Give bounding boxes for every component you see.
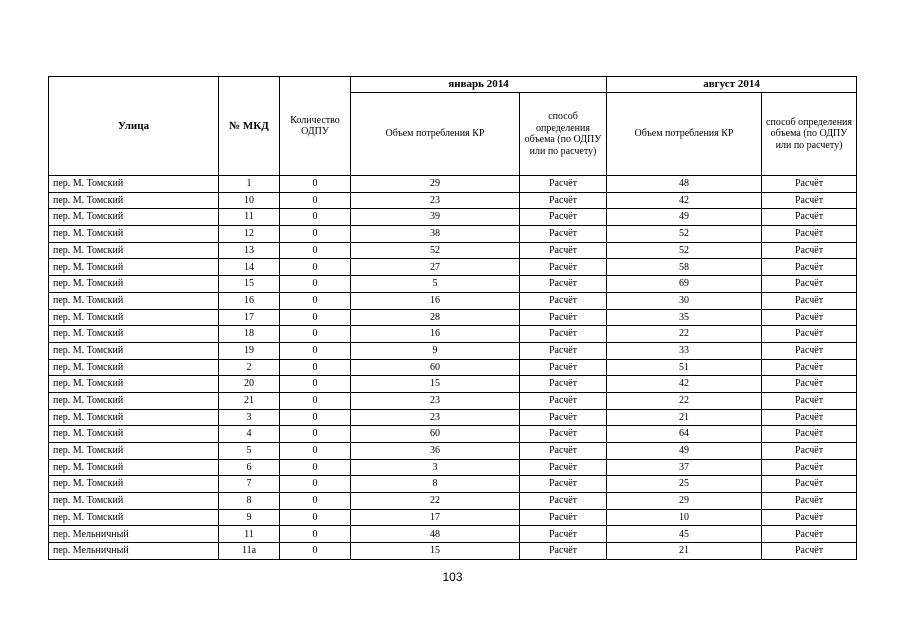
mkd-cell: 12 [219,226,280,243]
volume-january-cell: 23 [351,409,520,426]
method-january-cell: Расчёт [520,326,607,343]
volume-january-cell: 16 [351,292,520,309]
volume-august-cell: 22 [607,326,762,343]
odpu-count-cell: 0 [280,192,351,209]
table-body [49,176,857,560]
street-cell: пер. М. Томский [49,476,219,493]
method-january-cell: Расчёт [520,359,607,376]
table-row [49,259,857,276]
method-january-cell: Расчёт [520,509,607,526]
method-august-cell: Расчёт [762,392,857,409]
odpu-count-cell: 0 [280,326,351,343]
method-january-cell: Расчёт [520,426,607,443]
table-row [49,292,857,309]
odpu-count-cell: 0 [280,242,351,259]
table-row [49,476,857,493]
method-january-cell: Расчёт [520,543,607,560]
volume-january-cell: 16 [351,326,520,343]
volume-january-cell: 60 [351,359,520,376]
street-cell: пер. М. Томский [49,259,219,276]
odpu-count-cell: 0 [280,376,351,393]
table-row [49,409,857,426]
table-row [49,526,857,543]
volume-january-cell: 36 [351,443,520,460]
street-cell: пер. М. Томский [49,342,219,359]
method-august-cell: Расчёт [762,276,857,293]
method-august-header: способ определения объема (по ОДПУ или по расчету) [762,93,857,176]
page-number: 103 [442,570,463,584]
odpu-count-cell: 0 [280,443,351,460]
street-cell: пер. М. Томский [49,309,219,326]
odpu-count-cell: 0 [280,342,351,359]
mkd-cell: 11 [219,209,280,226]
odpu-count-cell: 0 [280,176,351,193]
street-cell: пер. М. Томский [49,242,219,259]
mkd-header: № МКД [219,77,280,176]
street-cell: пер. М. Томский [49,209,219,226]
volume-august-cell: 35 [607,309,762,326]
mkd-cell: 9 [219,509,280,526]
consumption-table [48,76,857,560]
table-row [49,342,857,359]
street-cell: пер. Мельничный [49,543,219,560]
volume-january-cell: 60 [351,426,520,443]
odpu-count-cell: 0 [280,476,351,493]
method-august-cell: Расчёт [762,242,857,259]
volume-august-cell: 45 [607,526,762,543]
method-january-cell: Расчёт [520,376,607,393]
odpu-count-cell: 0 [280,209,351,226]
table-row [49,176,857,193]
street-cell: пер. М. Томский [49,276,219,293]
method-august-cell: Расчёт [762,493,857,510]
method-august-cell: Расчёт [762,342,857,359]
mkd-cell: 18 [219,326,280,343]
street-cell: пер. М. Томский [49,493,219,510]
volume-august-cell: 21 [607,543,762,560]
mkd-cell: 2 [219,359,280,376]
volume-august-cell: 25 [607,476,762,493]
volume-january-cell: 3 [351,459,520,476]
method-august-cell: Расчёт [762,259,857,276]
odpu-count-cell: 0 [280,409,351,426]
volume-august-cell: 37 [607,459,762,476]
volume-august-header: Объем потребления КР [607,93,762,176]
volume-january-cell: 22 [351,493,520,510]
mkd-cell: 17 [219,309,280,326]
table-row [49,426,857,443]
volume-january-cell: 27 [351,259,520,276]
mkd-cell: 20 [219,376,280,393]
method-january-cell: Расчёт [520,242,607,259]
volume-august-cell: 21 [607,409,762,426]
volume-january-cell: 52 [351,242,520,259]
street-cell: пер. М. Томский [49,192,219,209]
odpu-count-cell: 0 [280,259,351,276]
mkd-cell: 7 [219,476,280,493]
mkd-cell: 6 [219,459,280,476]
method-august-cell: Расчёт [762,326,857,343]
mkd-cell: 1 [219,176,280,193]
street-cell: пер. М. Томский [49,459,219,476]
table-row [49,392,857,409]
volume-january-cell: 9 [351,342,520,359]
mkd-cell: 3 [219,409,280,426]
mkd-cell: 10 [219,192,280,209]
odpu-count-cell: 0 [280,292,351,309]
odpu-count-cell: 0 [280,226,351,243]
volume-august-cell: 69 [607,276,762,293]
method-august-cell: Расчёт [762,209,857,226]
mkd-cell: 11а [219,543,280,560]
volume-january-cell: 48 [351,526,520,543]
volume-august-cell: 22 [607,392,762,409]
volume-january-cell: 28 [351,309,520,326]
method-january-cell: Расчёт [520,443,607,460]
odpu-count-cell: 0 [280,426,351,443]
volume-august-cell: 49 [607,209,762,226]
mkd-cell: 8 [219,493,280,510]
method-august-cell: Расчёт [762,292,857,309]
street-cell: пер. М. Томский [49,176,219,193]
odpu-count-cell: 0 [280,309,351,326]
method-august-cell: Расчёт [762,443,857,460]
method-january-cell: Расчёт [520,476,607,493]
odpu-count-cell: 0 [280,359,351,376]
period-january-header: январь 2014 [351,77,607,93]
volume-august-cell: 49 [607,443,762,460]
volume-august-cell: 48 [607,176,762,193]
method-january-cell: Расчёт [520,276,607,293]
volume-january-cell: 17 [351,509,520,526]
table-row [49,443,857,460]
method-august-cell: Расчёт [762,426,857,443]
table-row [49,209,857,226]
table-row [49,242,857,259]
method-january-header: способ определения объема (по ОДПУ или по расчету) [520,93,607,176]
mkd-cell: 15 [219,276,280,293]
odpu-count-header: Количество ОДПУ [280,77,351,176]
street-cell: пер. М. Томский [49,226,219,243]
method-august-cell: Расчёт [762,509,857,526]
odpu-count-cell: 0 [280,526,351,543]
table-row [49,493,857,510]
volume-august-cell: 42 [607,376,762,393]
odpu-count-cell: 0 [280,459,351,476]
mkd-cell: 13 [219,242,280,259]
method-january-cell: Расчёт [520,493,607,510]
volume-january-cell: 29 [351,176,520,193]
table-row [49,509,857,526]
street-cell: пер. М. Томский [49,409,219,426]
street-cell: пер. М. Томский [49,376,219,393]
method-august-cell: Расчёт [762,192,857,209]
method-january-cell: Расчёт [520,192,607,209]
table-row [49,326,857,343]
odpu-count-cell: 0 [280,276,351,293]
street-cell: пер. М. Томский [49,426,219,443]
table-row [49,276,857,293]
volume-august-cell: 30 [607,292,762,309]
table-row [49,376,857,393]
method-august-cell: Расчёт [762,526,857,543]
table-row [49,359,857,376]
method-august-cell: Расчёт [762,376,857,393]
odpu-count-cell: 0 [280,392,351,409]
volume-january-cell: 23 [351,392,520,409]
volume-august-cell: 52 [607,242,762,259]
volume-january-cell: 38 [351,226,520,243]
table-row [49,226,857,243]
volume-august-cell: 29 [607,493,762,510]
mkd-cell: 11 [219,526,280,543]
volume-january-header: Объем потребления КР [351,93,520,176]
method-august-cell: Расчёт [762,409,857,426]
volume-january-cell: 39 [351,209,520,226]
method-january-cell: Расчёт [520,209,607,226]
street-cell: пер. М. Томский [49,443,219,460]
method-january-cell: Расчёт [520,342,607,359]
volume-august-cell: 51 [607,359,762,376]
volume-august-cell: 42 [607,192,762,209]
method-january-cell: Расчёт [520,392,607,409]
odpu-count-cell: 0 [280,493,351,510]
method-january-cell: Расчёт [520,226,607,243]
odpu-count-cell: 0 [280,509,351,526]
street-cell: пер. М. Томский [49,359,219,376]
method-january-cell: Расчёт [520,309,607,326]
volume-august-cell: 58 [607,259,762,276]
mkd-cell: 4 [219,426,280,443]
volume-august-cell: 33 [607,342,762,359]
method-august-cell: Расчёт [762,459,857,476]
volume-january-cell: 8 [351,476,520,493]
mkd-cell: 14 [219,259,280,276]
street-cell: пер. М. Томский [49,509,219,526]
method-january-cell: Расчёт [520,259,607,276]
method-august-cell: Расчёт [762,359,857,376]
street-cell: пер. Мельничный [49,526,219,543]
odpu-count-cell: 0 [280,543,351,560]
volume-august-cell: 10 [607,509,762,526]
mkd-cell: 21 [219,392,280,409]
mkd-cell: 5 [219,443,280,460]
method-august-cell: Расчёт [762,543,857,560]
mkd-cell: 19 [219,342,280,359]
street-cell: пер. М. Томский [49,392,219,409]
table-row [49,459,857,476]
method-january-cell: Расчёт [520,292,607,309]
method-august-cell: Расчёт [762,476,857,493]
mkd-cell: 16 [219,292,280,309]
method-january-cell: Расчёт [520,176,607,193]
period-august-header: август 2014 [607,77,857,93]
method-august-cell: Расчёт [762,226,857,243]
volume-january-cell: 15 [351,376,520,393]
volume-january-cell: 5 [351,276,520,293]
volume-august-cell: 64 [607,426,762,443]
street-cell: пер. М. Томский [49,326,219,343]
method-january-cell: Расчёт [520,526,607,543]
volume-january-cell: 23 [351,192,520,209]
table-row [49,192,857,209]
table-row [49,543,857,560]
method-january-cell: Расчёт [520,409,607,426]
method-august-cell: Расчёт [762,176,857,193]
street-cell: пер. М. Томский [49,292,219,309]
volume-august-cell: 52 [607,226,762,243]
street-header: Улица [49,77,219,176]
method-january-cell: Расчёт [520,459,607,476]
method-august-cell: Расчёт [762,309,857,326]
volume-january-cell: 15 [351,543,520,560]
table-row [49,309,857,326]
